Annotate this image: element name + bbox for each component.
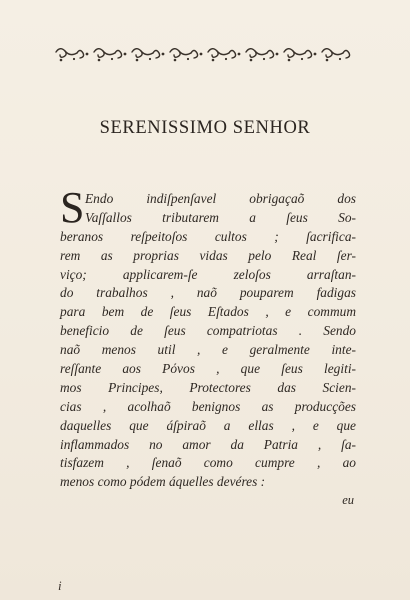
text-line: do trabalhos , naõ pouparem fadigas: [60, 285, 356, 301]
text-line: cias , acolhaõ benignos as producções: [60, 398, 356, 414]
fleuron-ornament-icon: [52, 44, 358, 66]
text-line: menos como pódem áquelles devéres :: [60, 474, 266, 490]
catchword: eu: [342, 493, 354, 507]
text-line: Vaſſallos tributarem a ſeus So-: [85, 209, 356, 225]
text-line: naõ menos util , e geralmente inte-: [60, 342, 356, 358]
signature-mark: i: [58, 578, 62, 593]
text-line: viço; applicarem-ſe zeloſos arraſtan-: [60, 266, 356, 282]
page-heading: SERENISSIMO SENHOR: [99, 118, 311, 138]
text-line: rem as proprias vidas pelo Real ſer-: [60, 247, 356, 263]
text-line: daquelles que áſpiraõ a ellas , e que: [60, 417, 356, 433]
text-line: reſſante aos Pόvos , que ſeus legiti-: [60, 361, 356, 377]
dedication-text: [60, 183, 356, 492]
text-line: para bem de ſeus Eſtados , e commum: [60, 304, 356, 320]
text-line: mos Principes, Protectores das Scien-: [60, 379, 356, 395]
drop-cap: S: [60, 183, 85, 232]
text-line: beneficio de ſeus compatriotas . Sendo: [60, 323, 356, 339]
text-line: beranos reſpeitoſos cultos ; ſacrifica-: [60, 228, 356, 244]
text-line: tisfazem , ſenaõ como cumpre , ao: [60, 455, 356, 471]
text-line: inflammados no amor da Patria , ſa-: [60, 436, 356, 452]
text-line: Endo indiſpenſavel obrigaçaõ dos: [85, 191, 356, 206]
